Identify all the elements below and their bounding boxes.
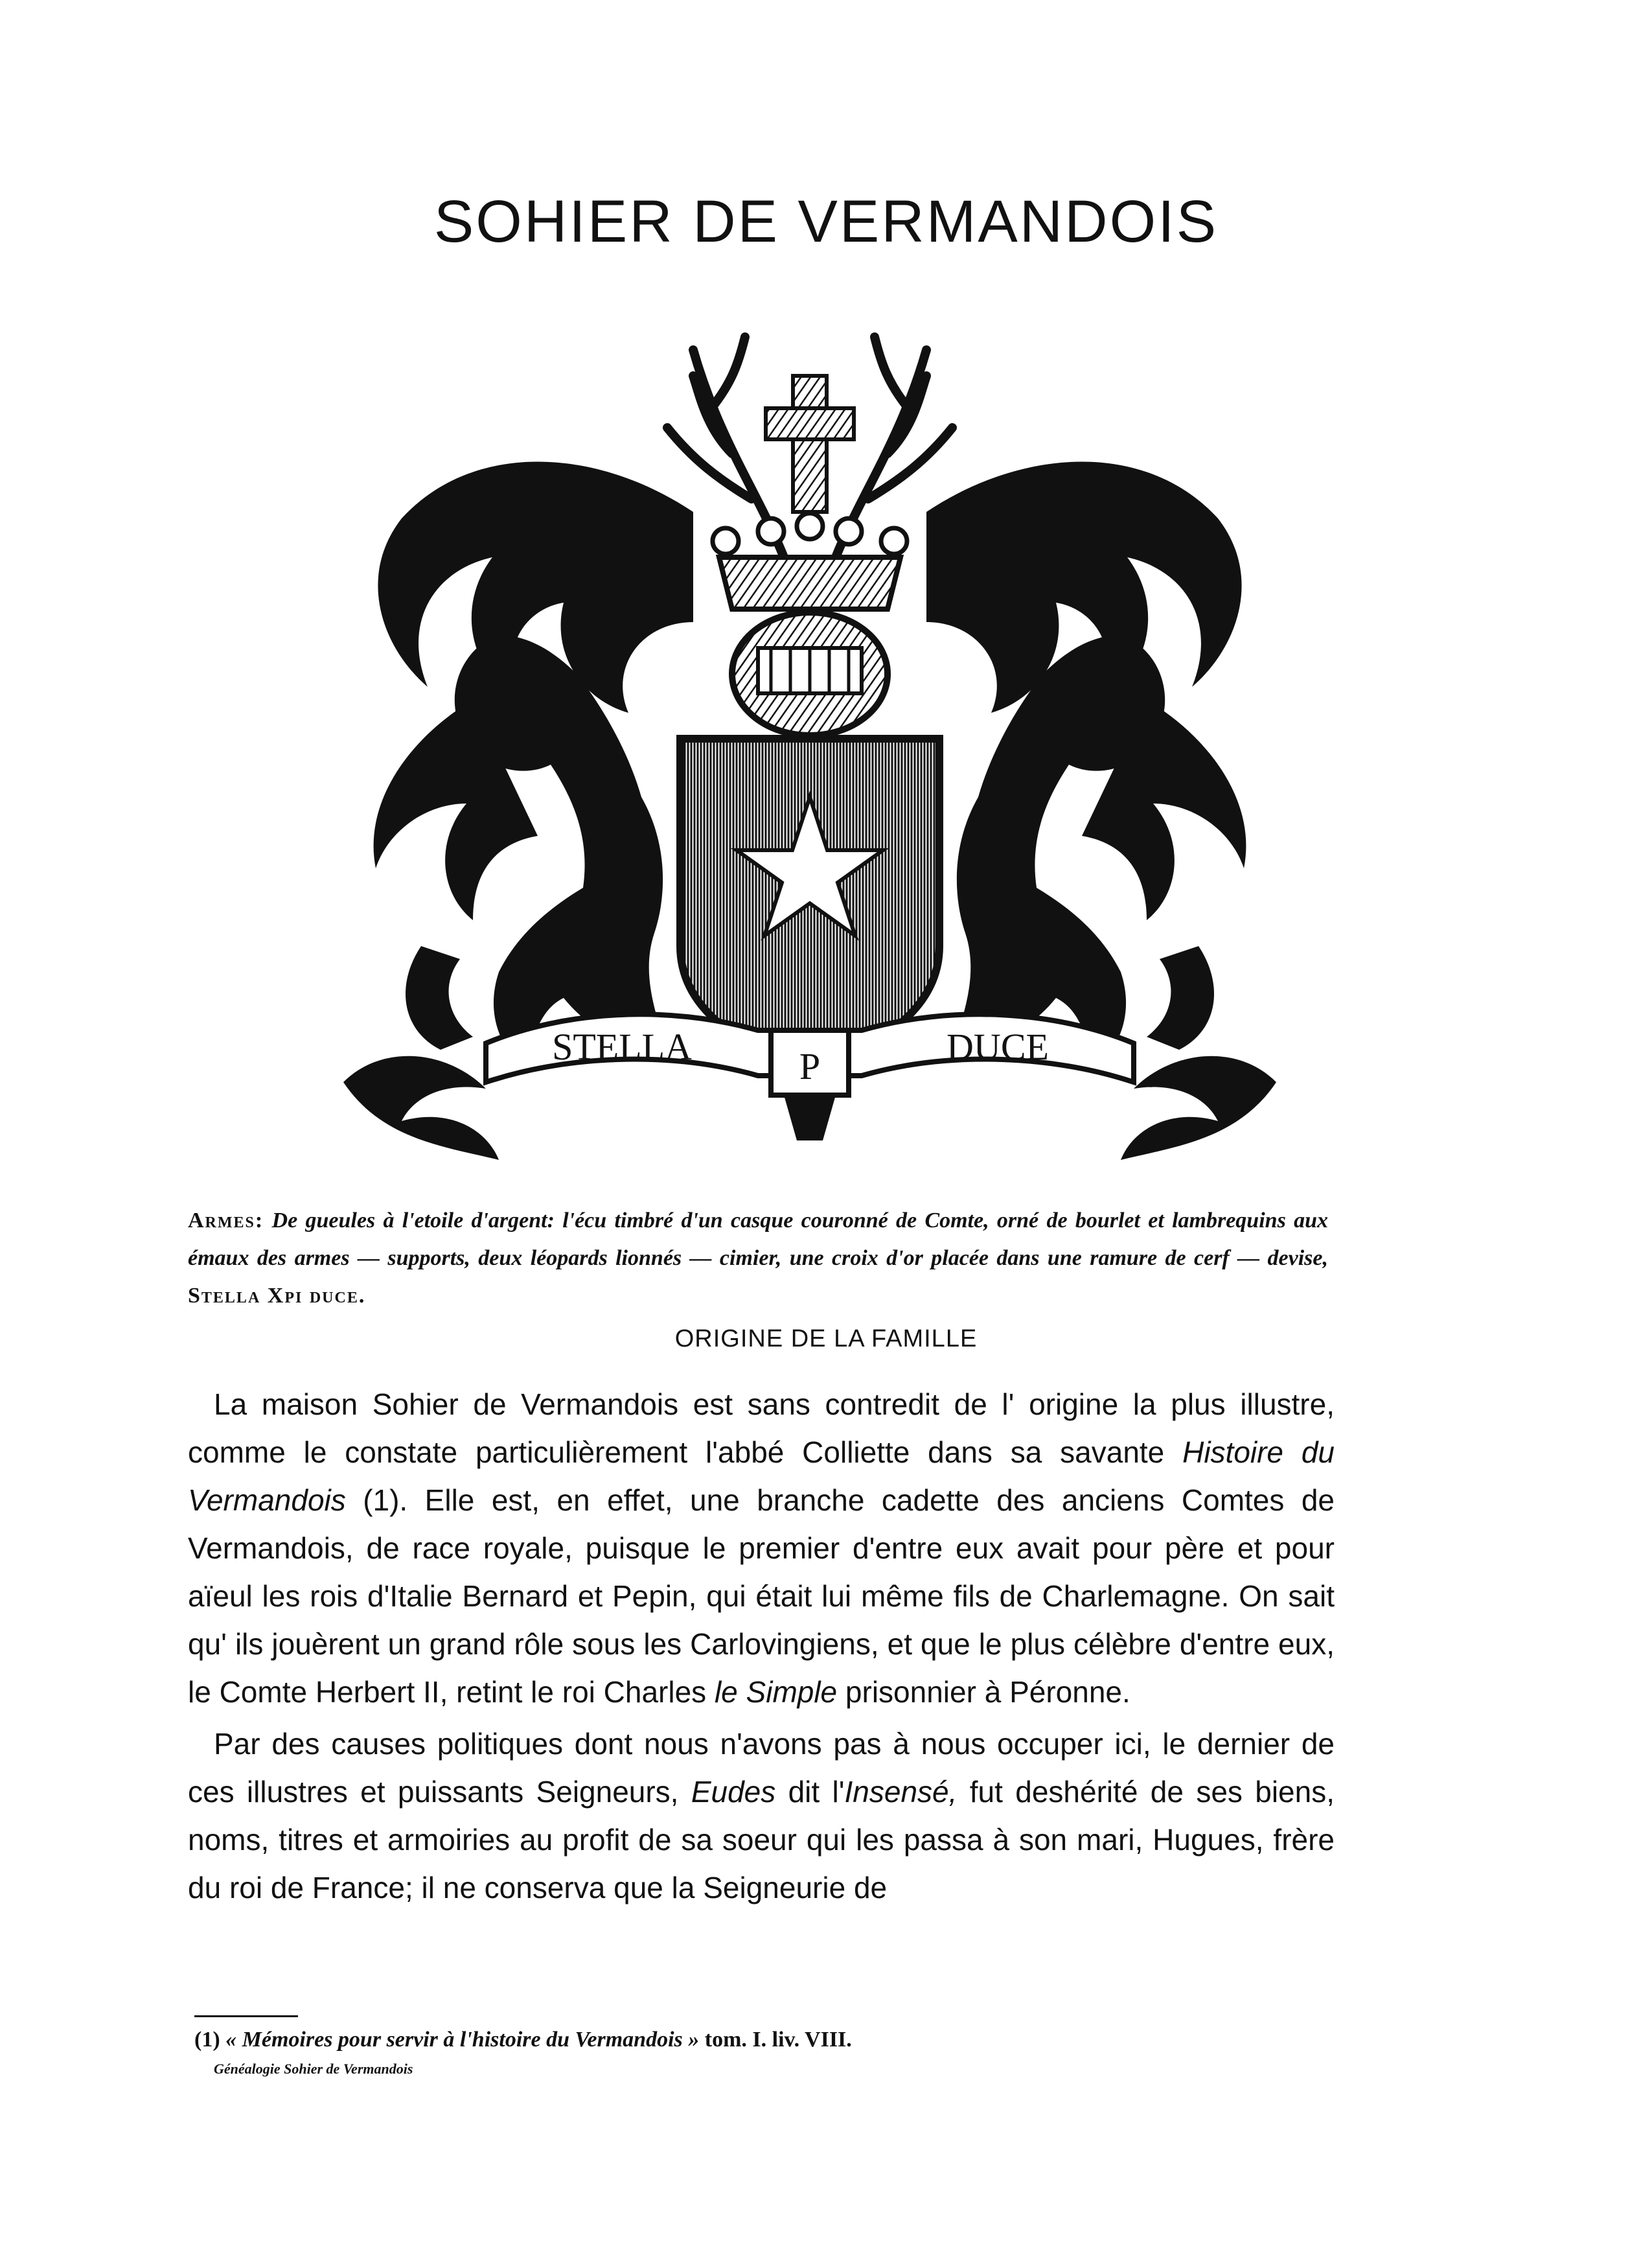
paragraph-text: Par des causes politiques dont nous n'avons pas à nous occuper ici, le dernier de ces illustres et puissants Seigneurs, [188,1727,1335,1809]
blazon-text: De gueules à l'etoile d'argent: l'écu timbré d'un casque couronné de Comte, orné de bourlet et lambrequins aux émaux des armes — supports, deux léopards lionnés — cimier, une croix d'or placée dans une ramure de cerf — devise, [188,1209,1329,1270]
paragraph-emphasis: Histoire du Vermandois [188,1435,1335,1517]
paragraph-emphasis: le Simple [714,1675,838,1709]
body-text [188,1380,1335,1912]
blazon-caption [188,1202,1328,1315]
running-footer: Généalogie Sohier de Vermandois [214,2061,413,2077]
footnote-reference: tom. I. liv. VIII. [704,2028,852,2052]
footnote-text: « Mémoires pour servir à l'histoire du Vermandois » [225,2028,700,2052]
motto-word-stella: STELLA [552,1026,692,1068]
paragraph-text: fut deshérité de ses biens, noms, titres et armoiries au profit de sa soeur qui les passa à son mari, Hugues, frère du roi de France; il ne conserva que la Seigneurie de [188,1775,1335,1904]
blazon-motto: Stella Xpi duce. [188,1284,366,1308]
paragraph-emphasis: Eudes [691,1775,776,1809]
cross-crest-icon [766,376,854,512]
footnote-marker: (1) [194,2028,220,2052]
leopard-supporter-right-icon [952,635,1214,1063]
footnote-divider [194,2015,298,2017]
paragraph [188,1380,1335,1716]
leopard-supporter-left-icon [406,635,667,1063]
coat-of-arms-illustration [304,285,1315,1186]
footnote [194,2025,1296,2055]
paragraph-text: prisonnier à Péronne. [837,1675,1130,1709]
count-coronet-icon [713,513,907,609]
paragraph [188,1720,1335,1912]
helmet-icon [732,612,888,735]
paragraph-text: La maison Sohier de Vermandois est sans contredit de l' origine la plus illustre, comme le constate particulièrement l'abbé Colliette dans sa savante [188,1387,1335,1469]
paragraph-emphasis: Insensé, [844,1775,958,1809]
blazon-lead: Armes: [188,1209,264,1232]
page-title: SOHIER DE VERMANDOIS [433,189,1219,255]
motto-word-xpi: P [799,1045,821,1087]
paragraph-text: (1). Elle est, en effet, une branche cadette des anciens Comtes de Vermandois, de race royale, puisque le premier d'entre eux avait pour père et pour aïeul les rois d'Italie Bernard et Pepin, qui était lui même fils de Charlemagne. On sait qu' ils jouèrent un grand rôle sous les Carlovingiens, et que le plus célèbre d'entre eux, le Comte Herbert II, retint le roi Charles [188,1483,1335,1709]
paragraph-text: dit l' [775,1775,845,1809]
motto-word-duce: DUCE [946,1026,1049,1068]
section-heading: ORIGINE DE LA FAMILLE [674,1325,978,1352]
